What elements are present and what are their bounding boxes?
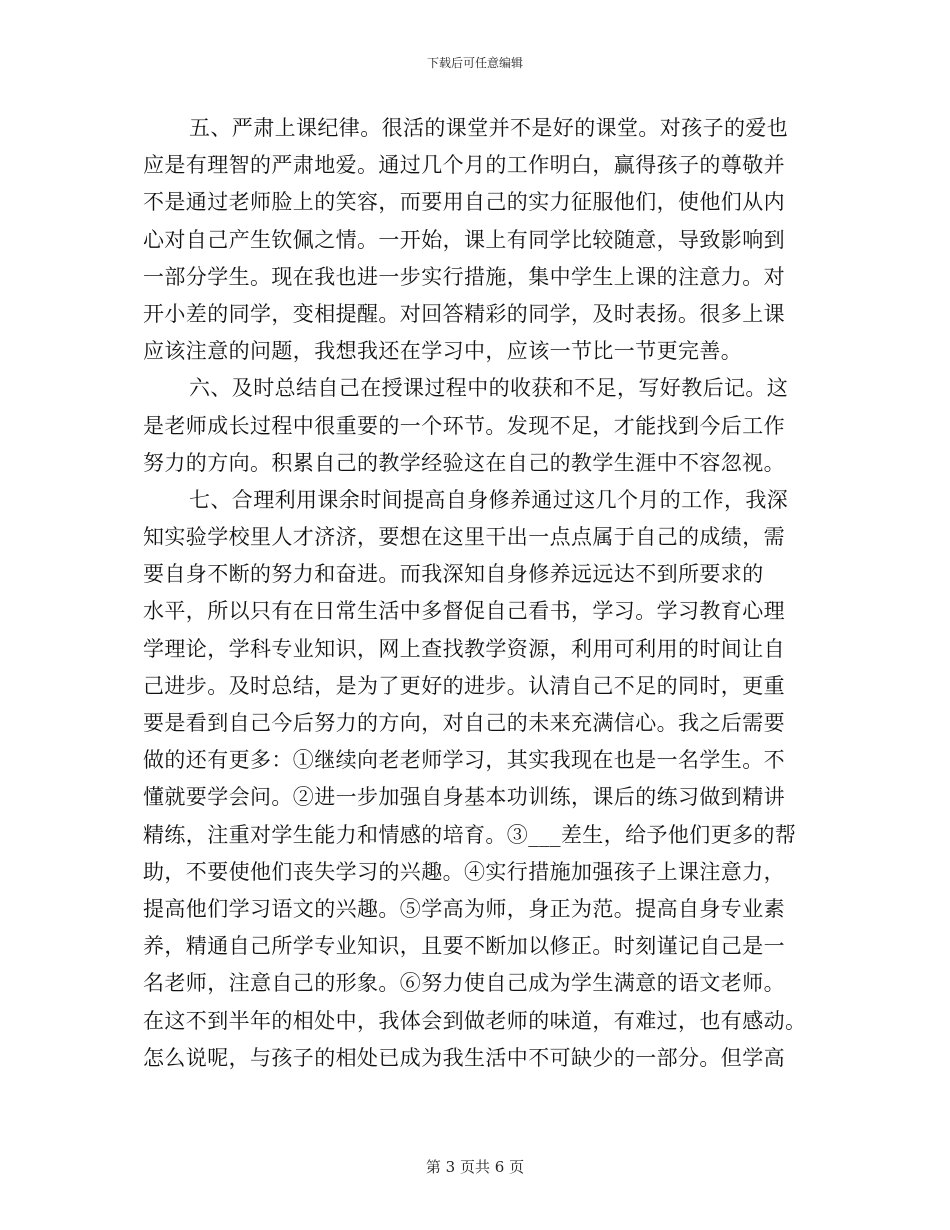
page-number: 第 3 页共 6 页 [425,1158,525,1176]
text-line: 七、合理利用课余时间提高自身修养通过这几个月的工作，我深 [189,487,789,512]
text-line: 名老师，注意自己的形象。⑥努力使自己成为学生满意的语文老师。 [143,971,785,996]
text-line: 不是通过老师脸上的笑容，而要用自己的实力征服他们，使他们从内 [143,190,785,215]
text-line: 五、严肃上课纪律。很活的课堂并不是好的课堂。对孩子的爱也 [189,116,789,140]
text-line: 提高他们学习语文的兴趣。⑤学高为师，身正为范。提高自身专业素 [143,896,785,921]
text-line: 水平，所以只有在日常生活中多督促自己看书，学习。学习教育心理 [143,599,785,624]
text-line: 懂就要学会问。②进一步加强自身基本功训练，课后的练习做到精讲 [143,785,785,810]
text-line: 助，不要使他们丧失学习的兴趣。④实行措施加强孩子上课注意力， [143,859,785,884]
text-line: 在这不到半年的相处中，我体会到做老师的味道，有难过，也有感动。 [143,1008,807,1033]
text-line: 己进步。及时总结，是为了更好的进步。认清自己不足的同时，更重 [143,673,785,698]
text-line: 精练，注重对学生能力和情感的培育。③___差生，给予他们更多的帮 [143,822,797,847]
text-line: 做的还有更多：①继续向老老师学习，其实我现在也是一名学生。不 [143,748,785,773]
text-line: 怎么说呢，与孩子的相处已成为我生活中不可缺少的一部分。但学高 [143,1045,785,1070]
text-line: 心对自己产生钦佩之情。一开始，课上有同学比较随意，导致影响到 [143,227,785,252]
text-line: 应是有理智的严肃地爱。通过几个月的工作明白，赢得孩子的尊敬并 [143,153,785,178]
text-line: 养，精通自己所学专业知识，且要不断加以修正。时刻谨记自己是一 [143,934,785,959]
text-line: 要自身不断的努力和奋进。而我深知自身修养远远达不到所要求的 [143,562,764,587]
text-line: 学理论，学科专业知识，网上查找教学资源，利用可利用的时间让自 [143,636,785,661]
text-line: 努力的方向。积累自己的教学经验这在自己的教学生涯中不容忽视。 [143,450,785,475]
page-header-note: 下载后可任意编辑 [426,56,523,70]
text-line: 开小差的同学，变相提醒。对回答精彩的同学，及时表扬。很多上课 [143,301,785,326]
text-line: 知实验学校里人才济济，要想在这里干出一点点属于自己的成绩，需 [143,525,785,550]
text-line: 是老师成长过程中很重要的一个环节。发现不足，才能找到今后工作 [143,413,785,438]
text-line: 应该注意的问题，我想我还在学习中，应该一节比一节更完善。 [143,339,743,364]
text-line: 六、及时总结自己在授课过程中的收获和不足，写好教后记。这 [189,376,789,401]
text-line: 一部分学生。现在我也进一步实行措施，集中学生上课的注意力。对 [143,264,785,289]
document-body [143,110,823,1077]
text-line: 要是看到自己今后努力的方向，对自己的未来充满信心。我之后需要 [143,711,785,735]
